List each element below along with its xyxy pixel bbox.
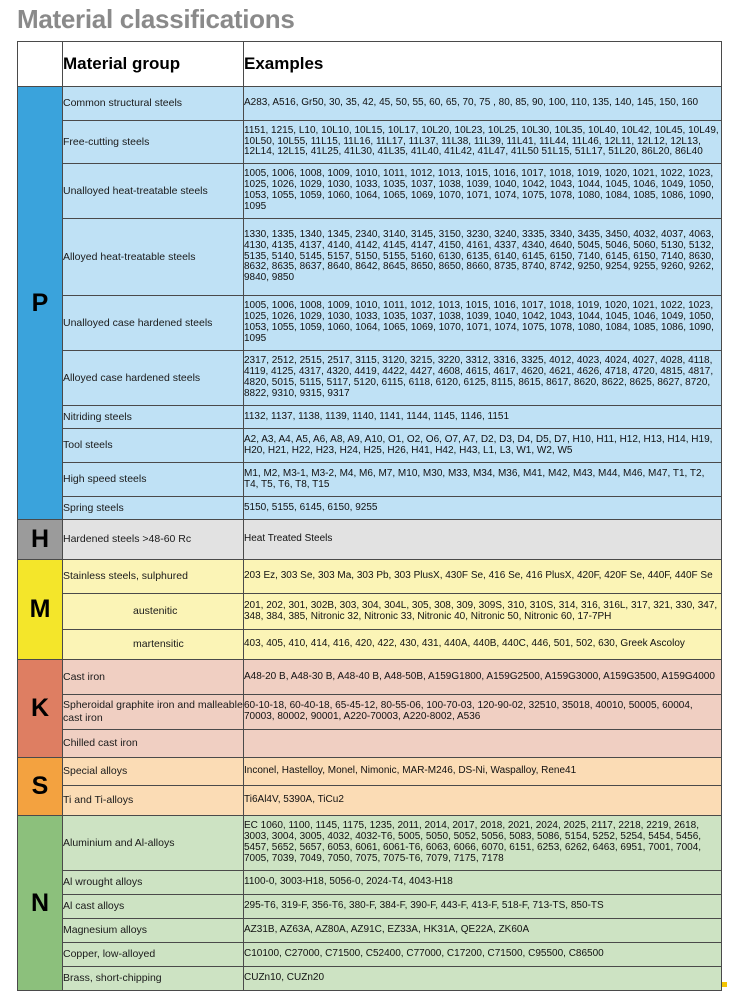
examples-cell: EC 1060, 1100, 1145, 1175, 1235, 2011, 2014, 2017, 2018, 2021, 2024, 2025, 2117, 2218, 2219, 2618, 3003, 3004, 3005, 4032, 4032-T6, 5005, 5050, 5052, 5056, 5083, 5086, 5154, 5252, 5254, 5454, 5456, 5457, 5652, 5657, 6053, 6061, 6061-T6, 6063, 6066, 6070, 6151, 6253, 6262, 6463, 6951, 7001, 7004, 7005, 7039, 7049, 7050, 7075, 7075-T6, 7079, 7175, 7178 (244, 816, 722, 871)
material-group-cell: Al cast alloys (63, 895, 244, 919)
examples-cell: 403, 405, 410, 414, 416, 420, 422, 430, 431, 440A, 440B, 440C, 446, 501, 502, 630, Greek Ascoloy (244, 630, 722, 660)
material-group-cell: Magnesium alloys (63, 919, 244, 943)
table-row (18, 463, 722, 497)
examples-cell: 203 Ez, 303 Se, 303 Ma, 303 Pb, 303 PlusX, 430F Se, 416 Se, 416 PlusX, 420F, 420F Se, 440F, 440F Se (244, 560, 722, 594)
examples-cell: M1, M2, M3-1, M3-2, M4, M6, M7, M10, M30, M33, M34, M36, M41, M42, M43, M44, M46, M47, T1, T2, T4, T5, T6, T8, T15 (244, 463, 722, 497)
examples-cell: 1005, 1006, 1008, 1009, 1010, 1011, 1012, 1013, 1015, 1016, 1017, 1018, 1019, 1020, 1021, 1022, 1023, 1025, 1026, 1029, 1030, 1033, 1035, 1037, 1038, 1039, 1040, 1042, 1043, 1044, 1045, 1046, 1049, 1050, 1053, 1055, 1059, 1060, 1064, 1065, 1069, 1070, 1071, 1074, 1075, 1078, 1080, 1084, 1085, 1086, 1090, 1095 (244, 296, 722, 351)
material-group-cell: Hardened steels >48-60 Rc (63, 520, 244, 560)
table-row (18, 895, 722, 919)
table-row (18, 816, 722, 871)
material-group-cell: Aluminium and Al-alloys (63, 816, 244, 871)
material-group-cell: Nitriding steels (63, 406, 244, 429)
iso-group-letter-m: M (18, 560, 63, 660)
material-group-cell: Al wrought alloys (63, 871, 244, 895)
table-row (18, 121, 722, 164)
examples-cell: C10100, C27000, C71500, C52400, C77000, C17200, C71500, C95500, C86500 (244, 943, 722, 967)
table-row (18, 164, 722, 219)
table-row (18, 520, 722, 560)
table-row (18, 919, 722, 943)
table-row (18, 786, 722, 816)
table-row (18, 296, 722, 351)
table-row (18, 219, 722, 296)
material-group-cell: Brass, short-chipping (63, 967, 244, 991)
material-group-cell: Spring steels (63, 497, 244, 520)
material-group-cell: Alloyed heat-treatable steels (63, 219, 244, 296)
table-row (18, 429, 722, 463)
examples-cell (244, 730, 722, 758)
material-group-cell: Spheroidal graphite iron and malleable cast iron (63, 695, 244, 730)
table-row (18, 594, 722, 630)
material-group-cell: austenitic (63, 594, 244, 630)
material-group-cell: Chilled cast iron (63, 730, 244, 758)
material-group-cell: Alloyed case hardened steels (63, 351, 244, 406)
corner-accent-mark (722, 982, 727, 987)
material-group-cell: Cast iron (63, 660, 244, 695)
material-group-cell: Common structural steels (63, 87, 244, 121)
examples-cell: 1100-0, 3003-H18, 5056-0, 2024-T4, 4043-H18 (244, 871, 722, 895)
examples-cell: 1005, 1006, 1008, 1009, 1010, 1011, 1012, 1013, 1015, 1016, 1017, 1018, 1019, 1020, 1021, 1022, 1023, 1025, 1026, 1029, 1030, 1033, 1035, 1037, 1038, 1039, 1040, 1042, 1043, 1044, 1045, 1046, 1049, 1050, 1053, 1055, 1059, 1060, 1064, 1065, 1069, 1070, 1071, 1074, 1075, 1078, 1080, 1084, 1085, 1086, 1090, 1095 (244, 164, 722, 219)
table-row (18, 351, 722, 406)
examples-cell: CUZn10, CUZn20 (244, 967, 722, 991)
header-blank-cell (18, 42, 63, 87)
examples-cell: 60-10-18, 60-40-18, 65-45-12, 80-55-06, 100-70-03, 120-90-02, 32510, 35018, 40010, 50005, 60004, 70003, 80002, 90001, A220-70003, A220-8002, A536 (244, 695, 722, 730)
page-title: Material classifications (17, 4, 295, 34)
examples-cell: Inconel, Hastelloy, Monel, Nimonic, MAR-M246, DS-Ni, Waspalloy, Rene41 (244, 758, 722, 786)
table-row (18, 660, 722, 695)
table-row (18, 730, 722, 758)
examples-cell: A2, A3, A4, A5, A6, A8, A9, A10, O1, O2, O6, O7, A7, D2, D3, D4, D5, D7, H10, H11, H12, H13, H14, H19, H20, H21, H22, H23, H24, H25, H26, H41, H42, H43, L1, L3, W1, W2, W5 (244, 429, 722, 463)
iso-group-letter-s: S (18, 758, 63, 816)
examples-cell: A48-20 B, A48-30 B, A48-40 B, A48-50B, A159G1800, A159G2500, A159G3000, A159G3500, A159G4000 (244, 660, 722, 695)
examples-cell: 1132, 1137, 1138, 1139, 1140, 1141, 1144, 1145, 1146, 1151 (244, 406, 722, 429)
examples-cell: AZ31B, AZ63A, AZ80A, AZ91C, EZ33A, HK31A, QE22A, ZK60A (244, 919, 722, 943)
iso-group-letter-k: K (18, 660, 63, 758)
material-group-cell: Unalloyed case hardened steels (63, 296, 244, 351)
examples-cell: 295-T6, 319-F, 356-T6, 380-F, 384-F, 390-F, 443-F, 413-F, 518-F, 713-TS, 850-TS (244, 895, 722, 919)
table-row (18, 943, 722, 967)
table-row (18, 87, 722, 121)
material-group-cell: High speed steels (63, 463, 244, 497)
material-group-cell: Ti and Ti-alloys (63, 786, 244, 816)
examples-cell: 201, 202, 301, 302B, 303, 304, 304L, 305, 308, 309, 309S, 310, 310S, 314, 316, 316L, 317, 321, 330, 347, 348, 384, 385, Nitronic 32, Nitronic 33, Nitronic 40, Nitronic 50, Nitronic 60, 17-7PH (244, 594, 722, 630)
examples-cell: Heat Treated Steels (244, 520, 722, 560)
material-group-cell: Free-cutting steels (63, 121, 244, 164)
material-group-cell: Tool steels (63, 429, 244, 463)
examples-cell: 2317, 2512, 2515, 2517, 3115, 3120, 3215, 3220, 3312, 3316, 3325, 4012, 4023, 4024, 4027, 4028, 4118, 4119, 4125, 4317, 4320, 4419, 4422, 4427, 4608, 4615, 4617, 4620, 4621, 4626, 4718, 4720, 4815, 4817, 4820, 5015, 5115, 5117, 5120, 6115, 6118, 6120, 6125, 8115, 8615, 8617, 8620, 8622, 8625, 8627, 8720, 8822, 9310, 9315, 9317 (244, 351, 722, 406)
material-group-cell: Unalloyed heat-treatable steels (63, 164, 244, 219)
header-material-group: Material group (63, 42, 244, 87)
material-group-cell: Stainless steels, sulphured (63, 560, 244, 594)
examples-cell: A283, A516, Gr50, 30, 35, 42, 45, 50, 55, 60, 65, 70, 75 , 80, 85, 90, 100, 110, 135, 140, 145, 150, 160 (244, 87, 722, 121)
material-group-cell: Special alloys (63, 758, 244, 786)
table-row (18, 758, 722, 786)
table-header-row (18, 42, 722, 87)
table-row (18, 406, 722, 429)
table-row (18, 871, 722, 895)
examples-cell: Ti6Al4V, 5390A, TiCu2 (244, 786, 722, 816)
examples-cell: 1151, 1215, L10, 10L10, 10L15, 10L17, 10L20, 10L23, 10L25, 10L30, 10L35, 10L40, 10L42, 10L45, 10L49, 10L50, 10L55, 11L15, 11L16, 11L17, 11L37, 11L38, 11L39, 11L41, 11L44, 11L46, 12L11, 12L12, 12L13, 12L14, 12L15, 41L25, 41L30, 41L35, 41L40, 41L42, 41L47, 41L50 51L15, 51L17, 51L20, 86L20, 86L40 (244, 121, 722, 164)
iso-group-letter-h: H (18, 520, 63, 560)
table-row (18, 497, 722, 520)
table-row (18, 967, 722, 991)
iso-group-letter-n: N (18, 816, 63, 991)
iso-group-letter-p: P (18, 87, 63, 520)
material-group-cell: martensitic (63, 630, 244, 660)
examples-cell: 5150, 5155, 6145, 6150, 9255 (244, 497, 722, 520)
material-group-cell: Copper, low-alloyed (63, 943, 244, 967)
examples-cell: 1330, 1335, 1340, 1345, 2340, 3140, 3145, 3150, 3230, 3240, 3335, 3340, 3435, 3450, 4032, 4037, 4063, 4130, 4135, 4137, 4140, 4142, 4145, 4147, 4150, 4161, 4337, 4340, 4640, 5045, 5046, 5060, 5130, 5132, 5135, 5140, 5145, 5157, 5150, 5155, 5160, 6130, 6135, 6140, 6145, 6150, 7140, 6145, 6150, 7140, 8630, 8632, 8635, 8637, 8640, 8642, 8645, 8650, 8650, 8660, 8735, 8740, 8742, 9250, 9254, 9255, 9260, 9262, 9840, 9850 (244, 219, 722, 296)
table-row (18, 560, 722, 594)
table-row (18, 630, 722, 660)
header-examples: Examples (244, 42, 722, 87)
material-classification-table (17, 41, 722, 991)
table-row (18, 695, 722, 730)
